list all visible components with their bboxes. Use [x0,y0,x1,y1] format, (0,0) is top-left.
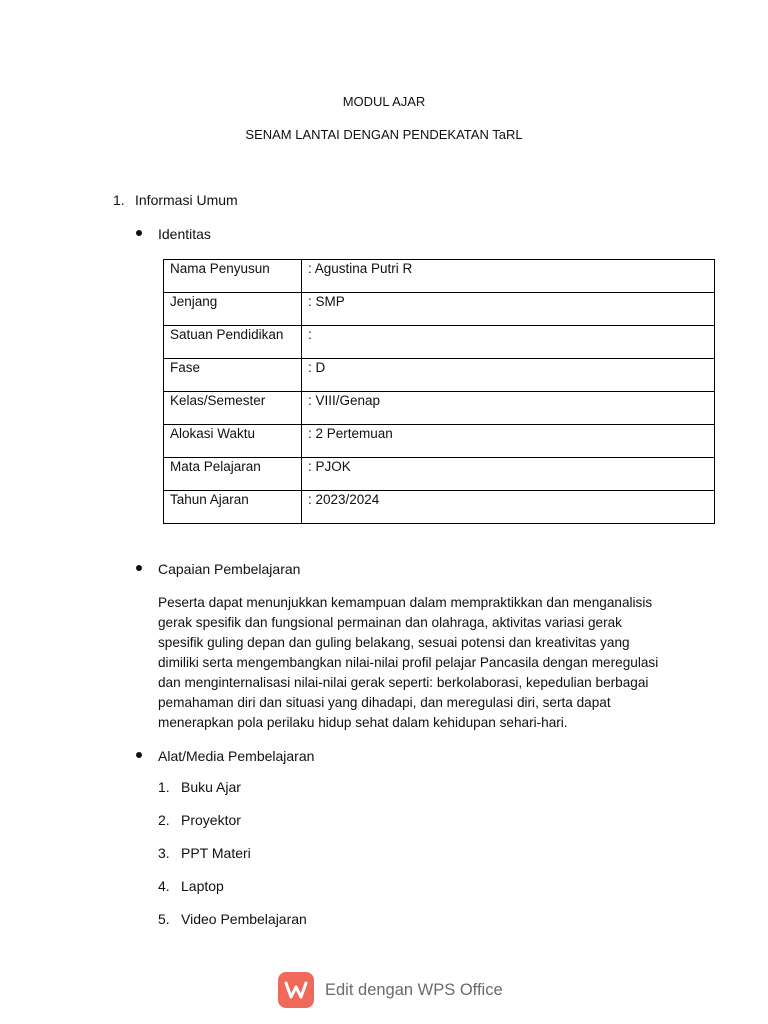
table-cell-value: : 2023/2024 [302,491,715,524]
list-item [158,878,307,911]
list-item [158,812,307,845]
table-cell-value: : Agustina Putri R [302,260,715,293]
paragraph-line: gerak spesifik dan fungsional permainan dan olahraga, aktivitas variasi gerak [158,615,622,630]
list-item-number: 3. [158,845,170,861]
alat-media-list [158,779,307,944]
table-cell-value: : D [302,359,715,392]
capaian-paragraph [158,593,678,733]
list-item [158,911,307,944]
bullet-alat-media [136,748,314,764]
table-cell-key: Alokasi Waktu [164,425,302,458]
paragraph-line: pemahaman diri dan situasi yang dihadapi, dan meregulasi diri, serta dapat [158,695,611,710]
list-item-number: 1. [158,779,170,795]
table-cell-key: Nama Penyusun [164,260,302,293]
section-heading-informasi-umum [113,192,238,208]
list-item [158,845,307,878]
list-item-number: 4. [158,878,170,894]
table-row [164,491,715,524]
wps-office-icon [278,972,314,1008]
table-cell-value: : SMP [302,293,715,326]
paragraph-line: menerapkan pola perilaku hidup sehat dalam kehidupan sehari-hari. [158,715,568,730]
document-subtitle: SENAM LANTAI DENGAN PENDEKATAN TaRL [245,127,523,142]
table-row [164,359,715,392]
table-row [164,326,715,359]
bullet-capaian [136,561,300,577]
bullet-identitas-label: Identitas [158,226,211,242]
paragraph-line: dan menginternalisasi nilai-nilai gerak seperti: berkolaborasi, kepedulian berbagai [158,675,649,690]
table-row [164,425,715,458]
table-row [164,293,715,326]
table-cell-key: Kelas/Semester [164,392,302,425]
wps-label: Edit dengan WPS Office [325,980,503,999]
paragraph-line: Peserta dapat menunjukkan kemampuan dalam mempraktikkan dan menganalisis [158,595,653,610]
section-number: 1. [113,192,125,208]
bullet-icon [136,752,142,758]
bullet-icon [136,230,142,236]
table-cell-key: Jenjang [164,293,302,326]
table-cell-value: : PJOK [302,458,715,491]
bullet-identitas [136,226,211,242]
table-row [164,392,715,425]
bullet-capaian-label: Capaian Pembelajaran [158,561,301,577]
paragraph-line: spesifik guling depan dan guling belakang, sesuai potensi dan kreativitas yang [158,635,630,650]
bullet-alat-label: Alat/Media Pembelajaran [158,748,315,764]
bullet-icon [136,565,142,571]
edit-with-wps-button[interactable] [278,972,503,1008]
table-row [164,260,715,293]
section-title: Informasi Umum [135,192,238,208]
identitas-table [163,259,715,524]
table-cell-key: Tahun Ajaran [164,491,302,524]
table-cell-value: : 2 Pertemuan [302,425,715,458]
table-cell-key: Fase [164,359,302,392]
list-item-label: Video Pembelajaran [181,911,307,927]
list-item [158,779,307,812]
list-item-number: 2. [158,812,170,828]
table-cell-key: Satuan Pendidikan [164,326,302,359]
list-item-label: Proyektor [181,812,241,828]
list-item-number: 5. [158,911,170,927]
table-cell-key: Mata Pelajaran [164,458,302,491]
paragraph-line: dimiliki serta mengembangkan nilai-nilai profil pelajar Pancasila dengan meregulasi [158,655,659,670]
table-row [164,458,715,491]
table-cell-value: : [302,326,715,359]
document-title: MODUL AJAR [342,94,426,109]
table-cell-value: : VIII/Genap [302,392,715,425]
list-item-label: PPT Materi [181,845,251,861]
list-item-label: Buku Ajar [181,779,241,795]
list-item-label: Laptop [181,878,224,894]
